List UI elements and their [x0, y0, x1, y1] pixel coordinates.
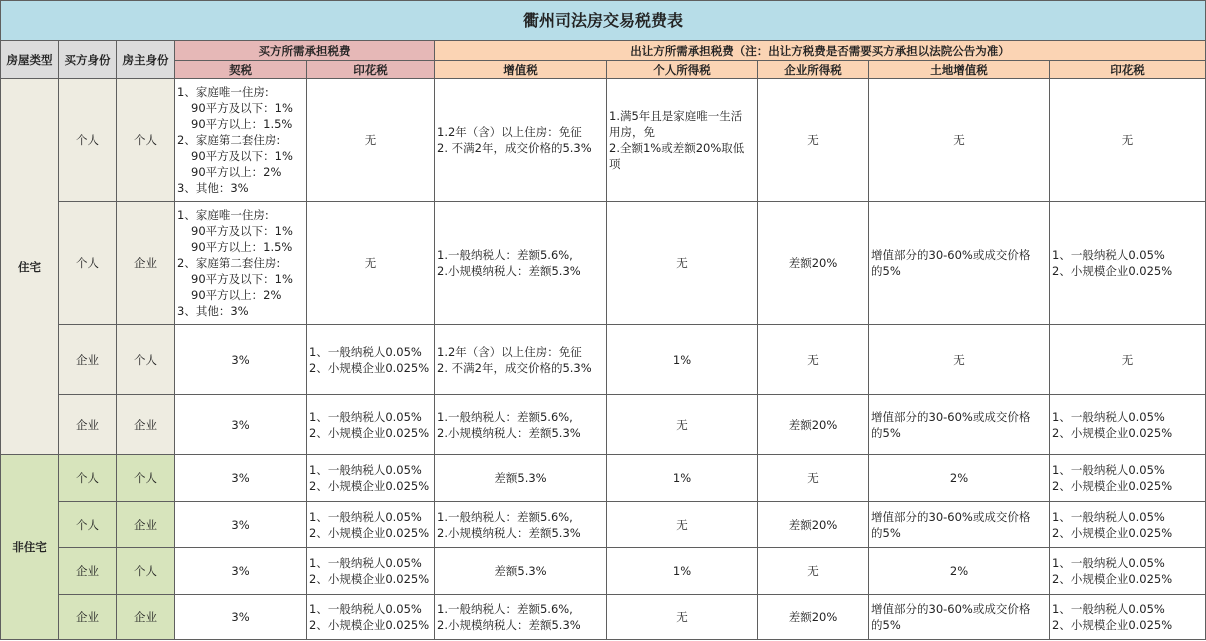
- cell-line: 1、一般纳税人0.05%: [309, 602, 422, 616]
- vat-cell: [435, 325, 607, 395]
- cell-line: 1.一般纳税人：差额5.6%,: [437, 409, 573, 424]
- deed-line: 3、其他：3%: [177, 304, 249, 318]
- vat-cell: [435, 202, 607, 325]
- seller-stamp-tax-cell: [1050, 395, 1206, 455]
- land-vat-cell: [869, 502, 1050, 548]
- cell-line: 1%: [672, 352, 692, 367]
- cell-line: 增值部分的30-60%或成交价格: [871, 509, 1031, 524]
- corporate-income-tax-cell: [758, 395, 869, 455]
- buyer-identity-cell: 企业: [59, 325, 117, 395]
- header-deed-tax: 契税: [175, 61, 307, 79]
- vat-cell: [435, 548, 607, 595]
- deed-line: 90平方及以下：1%: [191, 272, 293, 286]
- personal-income-tax-cell: [607, 79, 758, 202]
- cell-line: 无: [676, 256, 688, 270]
- cell-line: 1%: [672, 564, 692, 578]
- cell-line: 2. 不满2年，成交价格的5.3%: [437, 141, 592, 155]
- buyer-stamp-tax-cell: [307, 325, 435, 395]
- buyer-stamp-tax-cell: [307, 502, 435, 548]
- buyer-stamp-tax-cell: [307, 79, 435, 202]
- land-vat-cell: [869, 325, 1050, 395]
- cell-line: 2、小规模企业0.025%: [1052, 479, 1173, 493]
- vat-cell: [435, 502, 607, 548]
- header-seller-stamp-tax: 印花税: [1050, 61, 1206, 79]
- cell-line: 无: [676, 517, 688, 532]
- group-non-residential: 非住宅: [1, 455, 59, 640]
- personal-income-tax-cell: [607, 202, 758, 325]
- land-vat-cell: [869, 455, 1050, 502]
- cell-line: 差额20%: [788, 417, 838, 432]
- buyer-stamp-tax-cell: [307, 548, 435, 595]
- buyer-stamp-tax-cell: [307, 202, 435, 325]
- seller-stamp-tax-cell: [1050, 79, 1206, 202]
- deed-tax-cell: 3%: [175, 595, 307, 640]
- cell-line: 的5%: [871, 425, 901, 440]
- cell-line: 无: [1121, 352, 1134, 367]
- cell-line: 2、小规模企业0.025%: [309, 525, 430, 540]
- table-row: [1, 595, 1206, 640]
- deed-tax-cell: 3%: [175, 325, 307, 395]
- owner-identity-cell: 个人: [117, 455, 175, 502]
- deed-line: 3、其他：3%: [177, 181, 249, 195]
- cell-line: 2%: [949, 564, 969, 578]
- deed-line: 90平方以上：2%: [191, 288, 282, 302]
- cell-line: 的5%: [871, 525, 901, 540]
- cell-line: 2.小规模纳税人：差额5.3%: [437, 525, 581, 540]
- seller-stamp-tax-cell: [1050, 202, 1206, 325]
- corporate-income-tax-cell: [758, 595, 869, 640]
- buyer-identity-cell: 个人: [59, 79, 117, 202]
- cell-line: 1、一般纳税人0.05%: [1052, 602, 1165, 616]
- personal-income-tax-cell: [607, 595, 758, 640]
- table-row: [1, 548, 1206, 595]
- cell-line: 无: [807, 133, 819, 147]
- cell-line: 1、一般纳税人0.05%: [1052, 248, 1165, 262]
- cell-line: 用房，免: [609, 125, 655, 139]
- owner-identity-cell: 企业: [117, 595, 175, 640]
- cell-line: 1.一般纳税人：差额5.6%,: [437, 509, 573, 524]
- header-house-type: 房屋类型: [1, 41, 59, 79]
- owner-identity-cell: 个人: [117, 325, 175, 395]
- personal-income-tax-cell: [607, 325, 758, 395]
- cell-line: 1%: [672, 471, 692, 485]
- deed-tax-cell: [175, 79, 307, 202]
- cell-line: 无: [953, 133, 965, 147]
- land-vat-cell: [869, 548, 1050, 595]
- corporate-income-tax-cell: [758, 548, 869, 595]
- header-owner-identity: 房主身份: [117, 41, 175, 79]
- cell-line: 2、小规模企业0.025%: [1052, 264, 1173, 278]
- seller-stamp-tax-cell: [1050, 325, 1206, 395]
- deed-tax-cell: 3%: [175, 455, 307, 502]
- cell-line: 无: [1121, 133, 1134, 147]
- vat-cell: [435, 79, 607, 202]
- table-row: [1, 455, 1206, 502]
- cell-line: 差额20%: [788, 610, 838, 624]
- cell-line: 2.小规模纳税人：差额5.3%: [437, 425, 581, 440]
- deed-line: 2、家庭第二套住房:: [177, 256, 281, 270]
- buyer-identity-cell: 个人: [59, 502, 117, 548]
- land-vat-cell: [869, 79, 1050, 202]
- deed-line: 1、家庭唯一住房:: [177, 208, 269, 222]
- deed-tax-cell: 3%: [175, 395, 307, 455]
- header-buyer-group: 买方所需承担税费: [175, 41, 435, 61]
- cell-line: 1、一般纳税人0.05%: [309, 463, 422, 477]
- header-vat: 增值税: [435, 61, 607, 79]
- vat-cell: [435, 595, 607, 640]
- seller-stamp-tax-cell: [1050, 548, 1206, 595]
- corporate-income-tax-cell: [758, 455, 869, 502]
- deed-tax-cell: 3%: [175, 548, 307, 595]
- corporate-income-tax-cell: [758, 502, 869, 548]
- cell-line: 无: [676, 417, 688, 432]
- cell-line: 2、小规模企业0.025%: [1052, 425, 1173, 440]
- cell-line: 1.2年（含）以上住房：免征: [437, 125, 582, 139]
- deed-line: 90平方及以下：1%: [191, 224, 293, 238]
- owner-identity-cell: 企业: [117, 502, 175, 548]
- deed-line: 90平方以上：1.5%: [191, 117, 293, 131]
- header-land-vat: 土地增值税: [869, 61, 1050, 79]
- cell-line: 差额5.3%: [494, 471, 547, 485]
- buyer-stamp-tax-cell: [307, 595, 435, 640]
- cell-line: 1.一般纳税人：差额5.6%,: [437, 602, 573, 616]
- cell-line: 无: [807, 352, 819, 367]
- deed-line: 90平方以上：1.5%: [191, 240, 293, 254]
- cell-line: 1、一般纳税人0.05%: [309, 509, 422, 524]
- deed-line: 90平方及以下：1%: [191, 101, 293, 115]
- buyer-stamp-tax-cell: [307, 395, 435, 455]
- cell-line: 1.一般纳税人：差额5.6%,: [437, 248, 573, 262]
- owner-identity-cell: 企业: [117, 202, 175, 325]
- header-buyer-identity: 买方身份: [59, 41, 117, 79]
- cell-line: 2、小规模企业0.025%: [309, 360, 430, 375]
- table-row: [1, 202, 1206, 325]
- deed-line: 90平方及以下：1%: [191, 149, 293, 163]
- cell-line: 2.全额1%或差额20%取低: [609, 141, 745, 155]
- seller-stamp-tax-cell: [1050, 455, 1206, 502]
- cell-line: 2、小规模企业0.025%: [1052, 618, 1173, 632]
- land-vat-cell: [869, 202, 1050, 325]
- cell-line: 增值部分的30-60%或成交价格: [871, 602, 1031, 616]
- header-seller-group: 出让方所需承担税费（注：出让方税费是否需要买方承担以法院公告为准）: [435, 41, 1206, 61]
- cell-line: 无: [953, 352, 965, 367]
- table-row: [1, 79, 1206, 202]
- cell-line: 2、小规模企业0.025%: [309, 425, 430, 440]
- group-residential: 住宅: [1, 79, 59, 455]
- table-title: 衢州司法房交易税费表: [1, 1, 1206, 41]
- cell-line: 1、一般纳税人0.05%: [1052, 556, 1165, 570]
- table-row: [1, 395, 1206, 455]
- corporate-income-tax-cell: [758, 325, 869, 395]
- cell-line: 2、小规模企业0.025%: [1052, 525, 1173, 540]
- buyer-identity-cell: 企业: [59, 395, 117, 455]
- buyer-identity-cell: 个人: [59, 455, 117, 502]
- cell-line: 1、一般纳税人0.05%: [309, 344, 422, 359]
- cell-line: 无: [807, 471, 819, 485]
- buyer-identity-cell: 企业: [59, 595, 117, 640]
- cell-line: 2、小规模企业0.025%: [309, 618, 430, 632]
- personal-income-tax-cell: [607, 548, 758, 595]
- cell-line: 的5%: [871, 618, 901, 632]
- owner-identity-cell: 个人: [117, 548, 175, 595]
- owner-identity-cell: 企业: [117, 395, 175, 455]
- vat-cell: [435, 455, 607, 502]
- table-row: [1, 325, 1206, 395]
- vat-cell: [435, 395, 607, 455]
- cell-line: 无: [364, 256, 377, 270]
- table-row: [1, 502, 1206, 548]
- corporate-income-tax-cell: [758, 202, 869, 325]
- cell-line: 2.小规模纳税人：差额5.3%: [437, 618, 581, 632]
- cell-line: 1、一般纳税人0.05%: [1052, 509, 1165, 524]
- cell-line: 2. 不满2年，成交价格的5.3%: [437, 360, 592, 375]
- cell-line: 差额20%: [788, 517, 838, 532]
- deed-line: 1、家庭唯一住房:: [177, 85, 269, 99]
- deed-line: 90平方以上：2%: [191, 165, 282, 179]
- deed-line: 2、家庭第二套住房:: [177, 133, 281, 147]
- personal-income-tax-cell: [607, 455, 758, 502]
- cell-line: 1、一般纳税人0.05%: [1052, 463, 1165, 477]
- cell-line: 1.满5年且是家庭唯一生活: [609, 109, 743, 123]
- header-personal-income-tax: 个人所得税: [607, 61, 758, 79]
- buyer-stamp-tax-cell: [307, 455, 435, 502]
- cell-line: 1、一般纳税人0.05%: [1052, 409, 1165, 424]
- seller-stamp-tax-cell: [1050, 502, 1206, 548]
- cell-line: 1、一般纳税人0.05%: [309, 409, 422, 424]
- cell-line: 2.小规模纳税人：差额5.3%: [437, 264, 581, 278]
- personal-income-tax-cell: [607, 502, 758, 548]
- cell-line: 差额5.3%: [494, 564, 547, 578]
- cell-line: 2、小规模企业0.025%: [309, 572, 430, 586]
- land-vat-cell: [869, 595, 1050, 640]
- header-buyer-stamp-tax: 印花税: [307, 61, 435, 79]
- cell-line: 增值部分的30-60%或成交价格: [871, 248, 1031, 262]
- cell-line: 的5%: [871, 264, 901, 278]
- cell-line: 2%: [949, 471, 969, 485]
- cell-line: 无: [364, 133, 377, 147]
- cell-line: 无: [807, 564, 819, 578]
- owner-identity-cell: 个人: [117, 79, 175, 202]
- corporate-income-tax-cell: [758, 79, 869, 202]
- land-vat-cell: [869, 395, 1050, 455]
- cell-line: 项: [609, 157, 621, 171]
- cell-line: 2、小规模企业0.025%: [309, 479, 430, 493]
- cell-line: 增值部分的30-60%或成交价格: [871, 409, 1031, 424]
- buyer-identity-cell: 个人: [59, 202, 117, 325]
- header-corporate-income-tax: 企业所得税: [758, 61, 869, 79]
- deed-tax-cell: 3%: [175, 502, 307, 548]
- cell-line: 1、一般纳税人0.05%: [309, 556, 422, 570]
- cell-line: 无: [676, 610, 688, 624]
- personal-income-tax-cell: [607, 395, 758, 455]
- cell-line: 2、小规模企业0.025%: [1052, 572, 1173, 586]
- cell-line: 1.2年（含）以上住房：免征: [437, 344, 582, 359]
- cell-line: 差额20%: [788, 256, 838, 270]
- buyer-identity-cell: 企业: [59, 548, 117, 595]
- seller-stamp-tax-cell: [1050, 595, 1206, 640]
- deed-tax-cell: [175, 202, 307, 325]
